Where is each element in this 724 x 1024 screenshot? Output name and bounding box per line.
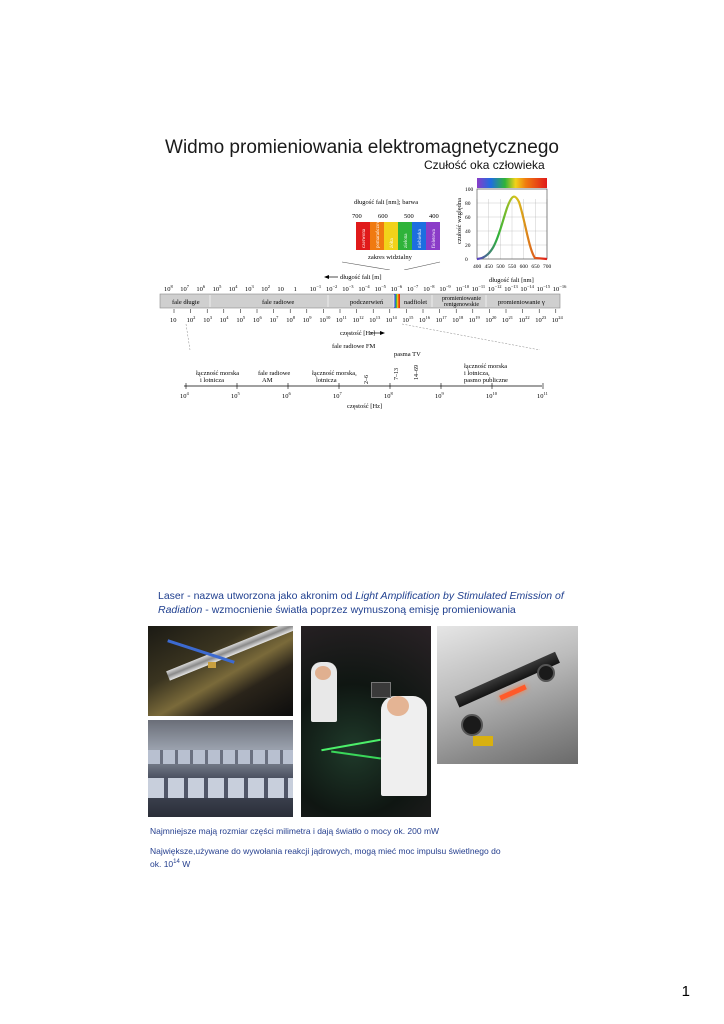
eye-x-tick: 600 [519,264,528,270]
radio-tick: $10^7$ [333,391,342,400]
wavelength-tick: $10^{-2}$ [326,284,338,293]
tv-channel-label: 14–69 [414,365,420,380]
note-largest-unit: W [179,858,191,869]
spectrum-band-label: podczerwień [350,299,384,306]
laser-optics-bench-photo [437,626,578,764]
wavelength-tick: $10^{-11}$ [471,284,486,293]
eye-y-label: czułość względna [456,197,463,244]
wavelength-tick: $10^{-13}$ [504,284,518,293]
laser-intro: Laser - nazwa utworzona jako akronim od [158,590,356,602]
frequency-tick: $10^6$ [253,315,262,324]
radio-band-label: łączność morska i lotnicza [196,370,240,384]
eye-x-tick: 450 [484,264,493,270]
radio-tick: $10^6$ [282,391,291,400]
wavelength-tick: $10^5$ [212,284,222,293]
frequency-tick: $10^{13}$ [369,315,381,324]
spectrum-band-label: promieniowanie γ [498,299,545,306]
em-spectrum-diagram [150,268,570,350]
note-largest-lasers [150,846,510,870]
wavelength-tick: $10^6$ [196,284,206,293]
note-largest-text: Największe,używane do wywołania reakcji jądrowych, mogą mieć moc impulsu świetlnego do ok. 10 [150,846,501,869]
eye-x-tick: 400 [473,264,482,270]
visible-range-label: zakres widzialny [368,254,412,261]
eye-x-tick: 550 [508,264,517,270]
visible-band-label: czerwona [362,228,367,248]
frequency-tick: $10^3$ [203,315,212,324]
frequency-tick: $10^{22}$ [518,315,530,324]
frequency-label: częstość [Hz] [340,330,376,337]
eye-y-tick: 60 [465,215,471,221]
eye-y-tick: 40 [465,229,471,235]
eye-x-tick: 700 [543,264,552,270]
radio-tick: $10^{10}$ [486,391,497,400]
laser-intro-end: - wzmocnienie światła poprzez wymuszoną emisję promieniowania [202,604,516,616]
frequency-tick: $10^{15}$ [402,315,414,324]
eye-sensitivity-caption: Czułość oka człowieka [424,158,545,172]
note-smallest-lasers: Najmniejsze mają rozmiar części milimetra i dają światło o mocy ok. 200 mW [150,826,440,836]
visible-header: długość fali [nm]; barwa [354,199,419,206]
wavelength-tick: $10^{-3}$ [342,284,354,293]
radio-bands-diagram [172,340,552,412]
scientists-lab-photo [301,626,431,817]
frequency-tick: $10^2$ [186,315,196,324]
needle-laser-photo [148,626,293,716]
spectrum-band-label: fale radiowe [262,299,295,306]
radio-tick: $10^9$ [435,391,444,400]
frequency-tick: $10^{10}$ [319,315,331,324]
visible-band-label: fioletowa [432,229,437,248]
visible-band-label: żółta [390,238,395,248]
laser-definition [158,589,588,617]
radio-tick: $10^8$ [384,391,393,400]
eye-y-tick: 80 [465,201,471,207]
visible-band-label: zielona [404,233,409,248]
wavelength-tick: $10^8$ [164,284,173,293]
frequency-tick: $10^{24}$ [551,315,563,324]
wavelength-tick: $10^{-14}$ [520,284,534,293]
frequency-tick: $10^{12}$ [352,315,364,324]
radio-tick: $10^4$ [180,391,189,400]
frequency-tick: $10^8$ [286,315,295,324]
visible-band-label: niebieska [418,229,423,248]
spectrum-band-label: promieniowanie [442,296,481,302]
eye-spectrum-bar [477,178,547,188]
wavelength-tick: $10^7$ [180,284,189,293]
wavelength-tick: $10^{-4}$ [358,284,370,293]
tv-label: pasma TV [394,351,421,358]
frequency-tick: $10^{23}$ [535,315,547,324]
frequency-tick: $10^9$ [302,315,312,324]
wavelength-label: długość fali [m] [340,274,382,281]
radio-tick: $10^{11}$ [537,391,548,400]
wavelength-tick: $10^{-12}$ [488,284,502,293]
radio-band-label: łączność morska i lotnicza, pasmo publiczne [464,363,508,384]
eye-y-tick: 20 [465,243,471,249]
tv-channel-label: 2–6 [364,375,370,384]
eye-y-tick: 100 [465,187,474,193]
fm-label: fale radiowe FM [332,343,376,350]
wavelength-tick: $10^{-10}$ [455,284,470,293]
wavelength-tick: $10^{-15}$ [536,284,551,293]
wavelength-tick: $10^{-8}$ [423,284,435,293]
wavelength-tick: 10 [277,286,284,293]
frequency-tick: $10^{21}$ [502,315,513,324]
eye-x-tick: 500 [496,264,505,270]
wavelength-tick: $10^{-16}$ [552,284,567,293]
visible-tick: 700 [352,213,362,220]
radio-frequency-label: częstość [Hz] [347,403,383,410]
frequency-tick: $10^{11}$ [336,315,347,324]
frequency-tick: $10^7$ [269,315,279,324]
frequency-tick: $10^{18}$ [452,315,464,324]
frequency-tick: $10^{19}$ [468,315,480,324]
eye-y-tick: 0 [465,257,468,263]
wavelength-tick: $10^{-9}$ [439,284,451,293]
eye-x-tick: 650 [531,264,540,270]
frequency-tick: $10^4$ [219,315,229,324]
wavelength-tick: $10^3$ [245,284,254,293]
radio-tick: $10^5$ [231,391,240,400]
page-number: 1 [681,983,690,1000]
spectrum-band-label: nadfiolet [404,299,428,306]
wavelength-tick: $10^{-5}$ [374,284,386,293]
visible-tick: 400 [429,213,439,220]
spectrum-band-label: fale długie [172,299,200,306]
large-laser-facility-photo [148,720,293,817]
wavelength-tick: 1 [293,286,297,293]
visible-range-diagram [340,196,452,270]
radio-band-label: fale radiowe AM [258,370,291,384]
wavelength-tick: $10^4$ [228,284,238,293]
tv-channel-label: 7–13 [394,368,400,380]
eye-x-label: długość fali [nm] [489,277,534,284]
wavelength-tick: $10^{-7}$ [407,284,419,293]
laser-acronym: Light Amplification by Stimulated Emission of Radiation [158,590,564,616]
note-largest-exponent: 14 [173,859,180,865]
visible-tick: 500 [404,213,414,220]
radio-band-label: łączność morska, lotnicza [312,370,357,384]
page-title: Widmo promieniowania elektromagnetycznego [165,137,559,158]
frequency-tick: $10^{16}$ [419,315,430,324]
wavelength-tick: $10^{-6}$ [390,284,403,293]
visible-slice [394,294,400,308]
frequency-tick: $10^5$ [236,315,246,324]
visible-tick: 600 [378,213,388,220]
wavelength-tick: $10^{-1}$ [309,284,322,293]
visible-band-label: pomarańczowa [376,217,381,248]
frequency-tick: $10^{14}$ [385,315,397,324]
frequency-tick: 10 [170,317,177,324]
spectrum-band-label: rentgenowskie [444,302,479,308]
frequency-tick: $10^{17}$ [435,315,447,324]
frequency-tick: $10^{20}$ [485,315,497,324]
wavelength-tick: $10^2$ [261,284,270,293]
